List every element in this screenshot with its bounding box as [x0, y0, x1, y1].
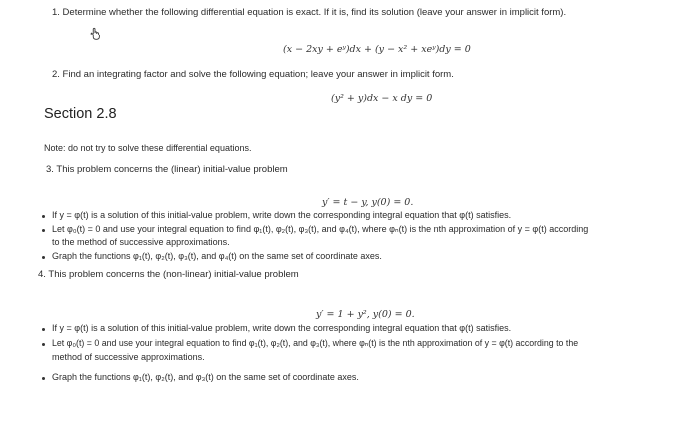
q1-equation: (x − 2xy + eʸ)dx + (y − x² + xeʸ)dy = 0	[283, 44, 471, 55]
bullet-dot	[42, 377, 45, 380]
q4-bullet2-line2: method of successive approximations.	[52, 352, 205, 362]
section-title: Section 2.8	[44, 106, 117, 122]
q3-bullet3: Graph the functions φ₁(t), φ₂(t), φ₃(t), and φ₄(t) on the same set of coordinate axes.	[52, 251, 382, 261]
q3-bullet1: If y = φ(t) is a solution of this initial-value problem, write down the corresponding integral equation that φ(t) satisfies.	[52, 210, 512, 220]
q4-bullet2-line1: Let φ₀(t) = 0 and use your integral equation to find φ₁(t), φ₂(t), and φ₃(t), where φₙ(t) is the nth approximation of y = φ(t) according to the	[52, 338, 579, 348]
q3-bullet2-line2: to the method of successive approximations.	[52, 237, 230, 247]
hand-pointer-icon	[88, 27, 102, 41]
bullet-dot	[42, 215, 45, 218]
q2-equation: (y² + y)dx − x dy = 0	[331, 93, 433, 104]
bullet-dot	[42, 229, 45, 232]
q2-text: 2. Find an integrating factor and solve the following equation; leave your answer in implicit form.	[52, 69, 454, 80]
q4-intro: 4. This problem concerns the (non-linear) initial-value problem	[38, 269, 299, 280]
bullet-dot	[42, 343, 45, 346]
q4-bullet1: If y = φ(t) is a solution of this initial-value problem, write down the corresponding integral equation that φ(t) satisfies.	[52, 323, 512, 333]
section-note: Note: do not try to solve these differential equations.	[44, 143, 252, 153]
q3-intro: 3. This problem concerns the (linear) initial-value problem	[46, 164, 288, 175]
q4-equation: y′ = 1 + y², y(0) = 0.	[316, 309, 415, 320]
q1-text: 1. Determine whether the following differential equation is exact. If it is, find its solution (leave your answer in implicit form).	[52, 7, 567, 18]
q3-equation: y′ = t − y, y(0) = 0.	[322, 197, 414, 208]
bullet-dot	[42, 328, 45, 331]
q3-bullet2-line1: Let φ₀(t) = 0 and use your integral equation to find φ₁(t), φ₂(t), φ₃(t), and φ₄(t), where φₙ(t) is the nth approximation of y = φ(t) according	[52, 224, 589, 234]
q4-bullet3: Graph the functions φ₁(t), φ₂(t), and φ₃(t) on the same set of coordinate axes.	[52, 372, 359, 382]
bullet-dot	[42, 256, 45, 259]
